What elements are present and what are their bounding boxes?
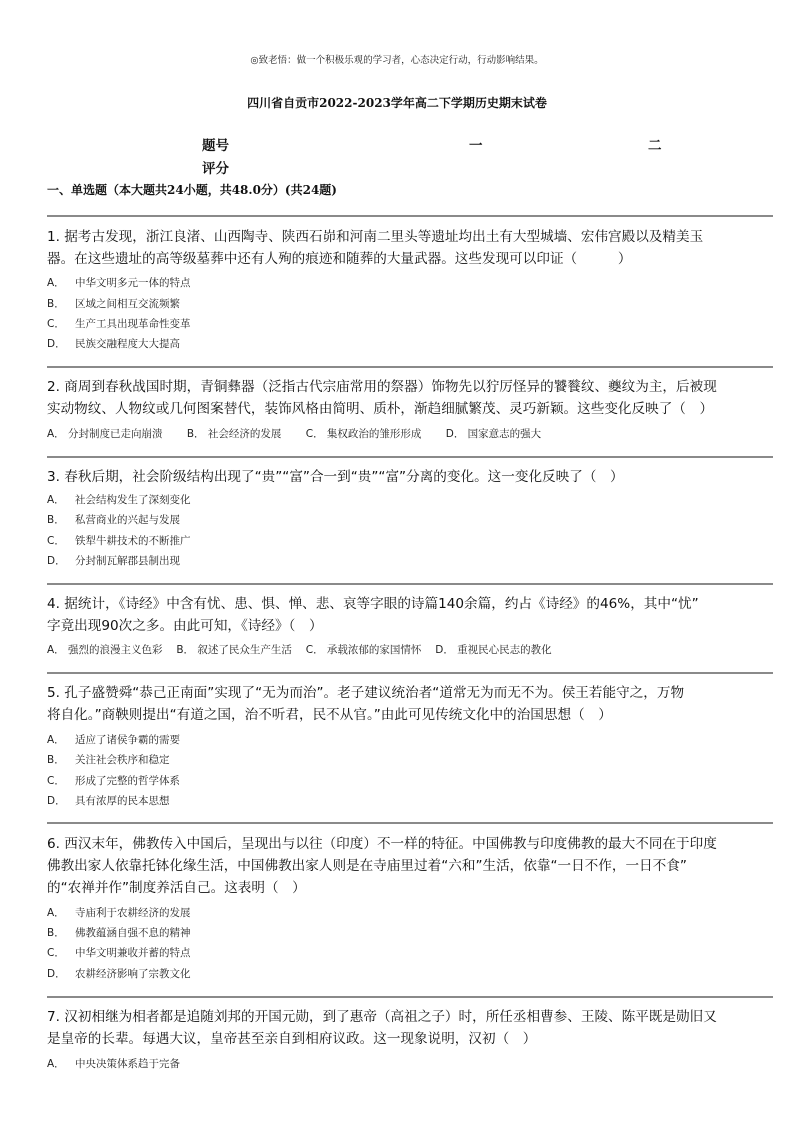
score-label-score: 评分 [202, 161, 229, 177]
question-divider [47, 215, 773, 217]
question-5-line-1: 5. 孔子盛赞舜“恭己正南面”实现了“无为而治”。老子建议统治者“道常无为而无不为。侯王若能守之，万物 [47, 685, 685, 701]
option-letter: A． [47, 1058, 65, 1070]
question-3-option-b[interactable] [47, 512, 180, 527]
option-letter: B． [47, 754, 65, 766]
question-1-line-2: 器。在这些遗址的高等级墓葬中还有人殉的痕迹和随葬的大量武器。这些发现可以印证（ ） [47, 251, 632, 267]
question-1-option-d[interactable] [47, 336, 180, 351]
question-1-option-c[interactable] [47, 316, 191, 331]
question-7-line-1: 7. 汉初相继为相者都是追随刘邦的开国元勋，到了惠帝（高祖之子）时，所任丞相曹参、王陵、陈平既是勋旧又 [47, 1009, 717, 1025]
option-letter: D． [47, 795, 66, 807]
question-6-option-a[interactable] [47, 905, 191, 920]
question-6-option-d[interactable] [47, 966, 191, 981]
score-column-two: 二 [648, 138, 662, 154]
option-letter: A． [47, 907, 65, 919]
question-2-line-2: 实动物纹、人物纹或几何图案替代，装饰风格由简明、质朴，渐趋细腻繁茂、灵巧新颖。这些变化反映了（ ） [47, 401, 714, 417]
question-divider [47, 996, 773, 998]
question-1-line-1: 1. 据考古发现，浙江良渚、山西陶寺、陕西石峁和河南二里头等遗址均出土有大型城墙、宏伟宫殿以及精美玉 [47, 229, 704, 245]
option-text: 中华文明兼收并蓄的特点 [75, 947, 191, 959]
question-4-line-1: 4. 据统计，《诗经》中含有忧、患、惧、惮、悲、哀等字眼的诗篇140余篇，约占《诗经》的46%，其中“忧” [47, 596, 699, 612]
question-1-stem [47, 226, 777, 270]
option-text: 具有浓厚的民本思想 [75, 795, 170, 807]
option-letter: B． [47, 298, 65, 310]
option-letter: C． [47, 318, 65, 330]
exam-title: 四川省自贡市2022-2023学年高二下学期历史期末试卷 [247, 96, 547, 110]
question-5-option-b[interactable] [47, 752, 170, 767]
option-letter: D． [47, 338, 66, 350]
question-4-stem [47, 593, 777, 637]
option-text: 适应了诸侯争霸的需要 [75, 734, 180, 746]
option-text: 形成了完整的哲学体系 [75, 775, 180, 787]
question-4-line-2: 字竟出现90次之多。由此可知，《诗经》（ ） [47, 618, 323, 634]
question-divider [47, 456, 773, 458]
option-letter: A． [47, 277, 65, 289]
option-text: 农耕经济影响了宗教文化 [75, 968, 191, 980]
question-3-option-c[interactable] [47, 533, 191, 548]
score-column-one: 一 [469, 138, 483, 154]
option-letter: B． [47, 927, 65, 939]
option-text: 寺庙利于农耕经济的发展 [75, 907, 191, 919]
option-letter: D． [47, 968, 66, 980]
question-6-stem [47, 833, 777, 899]
option-letter: A． [47, 734, 65, 746]
question-divider [47, 822, 773, 824]
question-5-option-a[interactable] [47, 732, 180, 747]
question-6-option-c[interactable] [47, 945, 191, 960]
option-text: 佛教蕴涵自强不息的精神 [75, 927, 191, 939]
question-3-stem [47, 466, 777, 488]
option-text: 关注社会秩序和稳定 [75, 754, 170, 766]
option-text: 铁犁牛耕技术的不断推广 [75, 535, 191, 547]
question-divider [47, 672, 773, 674]
question-7-stem [47, 1006, 777, 1050]
question-2-stem [47, 376, 777, 420]
question-3-line-1: 3. 春秋后期，社会阶级结构出现了“贵”“富”合一到“贵”“富”分离的变化。这一变化反映了（ ） [47, 469, 624, 485]
question-5-line-2: 将自化。”商鞅则提出“有道之国，治不听君，民不从官。”由此可见传统文化中的治国思想（ ） [47, 707, 612, 723]
option-letter: B． [47, 514, 65, 526]
option-text: 中央决策体系趋于完备 [75, 1058, 180, 1070]
option-text: 民族交融程度大大提高 [75, 338, 180, 350]
motto-line: ◎致老悟：做一个积极乐观的学习者，心态决定行动，行动影响结果。 [250, 55, 544, 66]
question-4-options[interactable]: A． 强烈的浪漫主义色彩 B． 叙述了民众生产生活 C． 承载浓郁的家国情怀 D． 重视民心民志的教化 [47, 644, 552, 656]
question-1-option-a[interactable] [47, 275, 191, 290]
option-letter: D． [47, 555, 66, 567]
question-divider [47, 583, 773, 585]
question-2-options[interactable]: A． 分封制度已走向崩溃 B． 社会经济的发展 C． 集权政治的雏形形成 D． 国家意志的强大 [47, 428, 542, 440]
question-3-option-d[interactable] [47, 553, 180, 568]
question-7-option-a[interactable] [47, 1056, 180, 1071]
section-heading: 一、单选题（本大题共24小题，共48.0分）(共24题) [47, 183, 337, 197]
option-letter: C． [47, 947, 65, 959]
option-text: 社会结构发生了深刻变化 [75, 494, 191, 506]
question-1-option-b[interactable] [47, 296, 180, 311]
question-6-option-b[interactable] [47, 925, 191, 940]
option-text: 分封制瓦解郡县制出现 [75, 555, 180, 567]
question-divider [47, 366, 773, 368]
option-text: 中华文明多元一体的特点 [75, 277, 191, 289]
question-6-line-3: 的“农禅并作”制度养活自己。这表明（ ） [47, 880, 306, 896]
question-6-line-2: 佛教出家人依靠托钵化缘生活，中国佛教出家人则是在寺庙里过着“六和”生活，依靠“一日不作，一日不食” [47, 858, 687, 874]
question-6-line-1: 6. 西汉末年，佛教传入中国后，呈现出与以往（印度）不一样的特征。中国佛教与印度佛教的最大不同在于印度 [47, 836, 717, 852]
question-2-line-1: 2. 商周到春秋战国时期，青铜彝器（泛指古代宗庙常用的祭器）饰物先以狞厉怪异的饕餮纹、夔纹为主，后被现 [47, 379, 717, 395]
option-letter: A． [47, 494, 65, 506]
option-text: 私营商业的兴起与发展 [75, 514, 180, 526]
question-3-option-a[interactable] [47, 492, 191, 507]
option-text: 生产工具出现革命性变革 [75, 318, 191, 330]
option-text: 区域之间相互交流频繁 [75, 298, 180, 310]
score-label-question-number: 题号 [202, 138, 229, 154]
question-5-option-c[interactable] [47, 773, 180, 788]
question-7-line-2: 是皇帝的长辈。每遇大议，皇帝甚至亲自到相府议政。这一现象说明，汉初（ ） [47, 1031, 537, 1047]
option-letter: C． [47, 535, 65, 547]
question-5-stem [47, 682, 777, 726]
option-letter: C． [47, 775, 65, 787]
question-5-option-d[interactable] [47, 793, 170, 808]
